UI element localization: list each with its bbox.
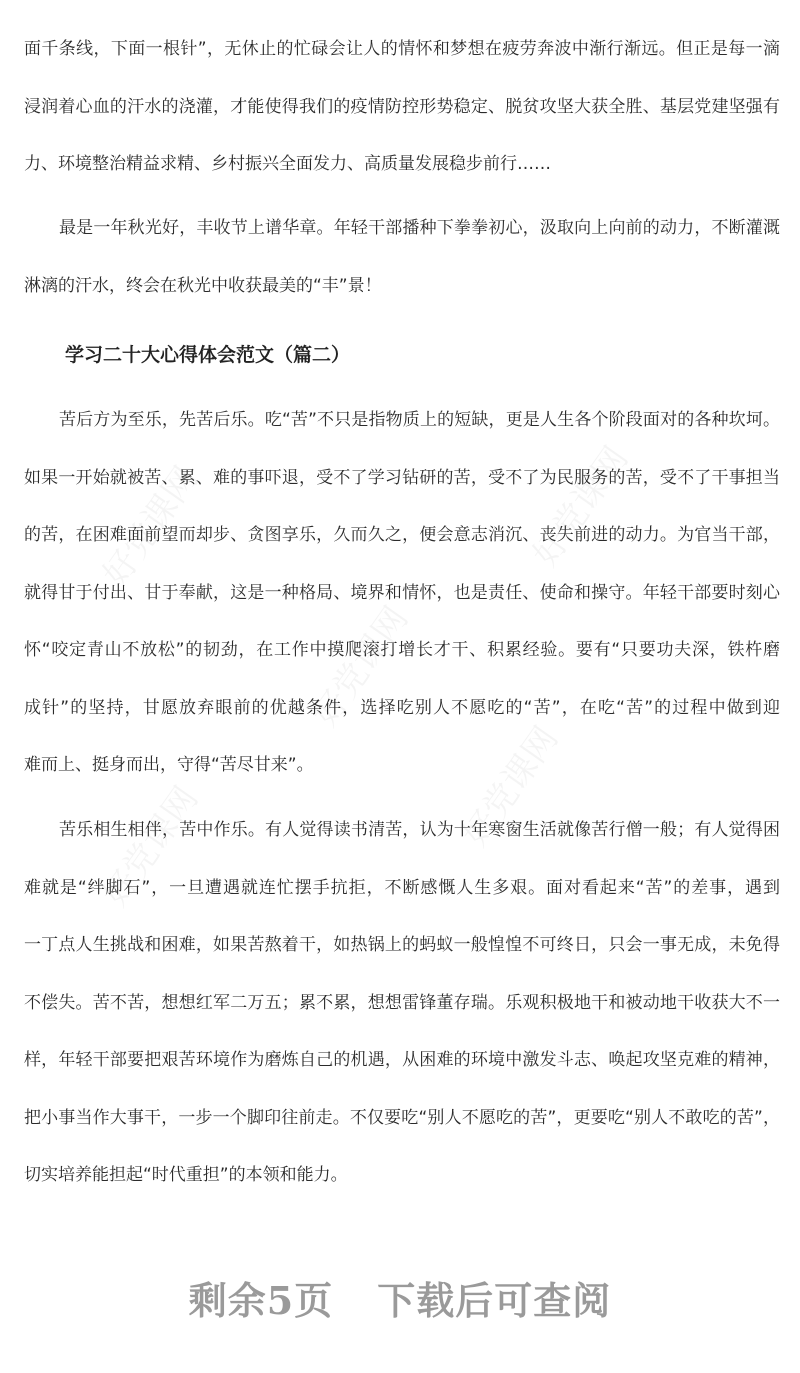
text-line: 浸润着心血的汗水的浇灌，才能使得我们的疫情防控形势稳定、脱贫攻坚大获全胜、基层党建坚强有 [24, 96, 780, 117]
document-body [24, 21, 780, 1205]
download-to-view-label[interactable]: 下载后可查阅 [377, 1278, 612, 1323]
text-line: 难而上、挺身而出，守得“苦尽甘来”。 [24, 755, 314, 776]
text-line: 把小事当作大事干，一步一个脚印往前走。不仅要吃“别人不愿吃的苦”，更要吃“别人不敢吃的苦”， [24, 1107, 780, 1128]
paragraph [24, 802, 780, 1205]
text-line: 淋漓的汗水，终会在秋光中收获最美的“丰”景！ [24, 275, 382, 296]
text-line: 最是一年秋光好，丰收节上谱华章。年轻干部播种下拳拳初心，汲取向上向前的动力，不断灌溉 [59, 218, 780, 239]
text-line: 成针”的坚持，甘愿放弃眼前的优越条件，选择吃别人不愿吃的“苦”，在吃“苦”的过程中做到迎 [24, 697, 780, 718]
text-line: 就得甘于付出、甘于奉献，这是一种格局、境界和情怀，也是责任、使命和操守。年轻干部要时刻心 [24, 582, 780, 603]
remaining-pages-label: 剩余5页 [188, 1278, 334, 1323]
text-line: 样，年轻干部要把艰苦环境作为磨炼自己的机遇，从困难的环境中激发斗志、唤起攻坚克难的精神， [24, 1050, 780, 1071]
paragraph [24, 392, 780, 795]
text-line: 如果一开始就被苦、累、难的事吓退，受不了学习钻研的苦，受不了为民服务的苦，受不了干事担当 [24, 467, 780, 488]
text-line: 的苦，在困难面前望而却步、贪图享乐，久而久之，便会意志消沉、丧失前进的动力。为官当干部， [24, 525, 780, 546]
text-line: 苦乐相生相伴，苦中作乐。有人觉得读书清苦，认为十年寒窗生活就像苦行僧一般；有人觉得困 [59, 820, 780, 841]
download-prompt[interactable] [0, 1270, 800, 1325]
text-line: 力、环境整治精益求精、乡村振兴全面发力、高质量发展稳步前行…… [24, 154, 551, 174]
section-heading: 学习二十大心得体会范文（篇二） [65, 344, 351, 367]
text-line: 不偿失。苦不苦，想想红军二万五；累不累，想想雷锋董存瑞。乐观积极地干和被动地干收获大不一 [24, 992, 780, 1013]
text-line: 切实培养能担起“时代重担”的本领和能力。 [24, 1165, 348, 1186]
text-line: 面千条线，下面一根针”，无休止的忙碌会让人的情怀和梦想在疲劳奔波中渐行渐远。但正是每一滴 [24, 39, 780, 59]
text-line: 怀“咬定青山不放松”的韧劲，在工作中摸爬滚打增长才干、积累经验。要有“只要功夫深，铁杵磨 [24, 640, 780, 661]
text-line: 一丁点人生挑战和困难，如果苦熬着干，如热锅上的蚂蚁一般惶惶不可终日，只会一事无成，未免得 [24, 935, 780, 956]
paragraph [24, 200, 780, 315]
text-line: 难就是“绊脚石”，一旦遭遇就连忙摆手抗拒，不断感慨人生多艰。面对看起来“苦”的差事，遇到 [24, 877, 780, 898]
text-line: 苦后方为至乐，先苦后乐。吃“苦”不只是指物质上的短缺，更是人生各个阶段面对的各种坎坷。 [59, 410, 780, 431]
paragraph [24, 21, 780, 194]
